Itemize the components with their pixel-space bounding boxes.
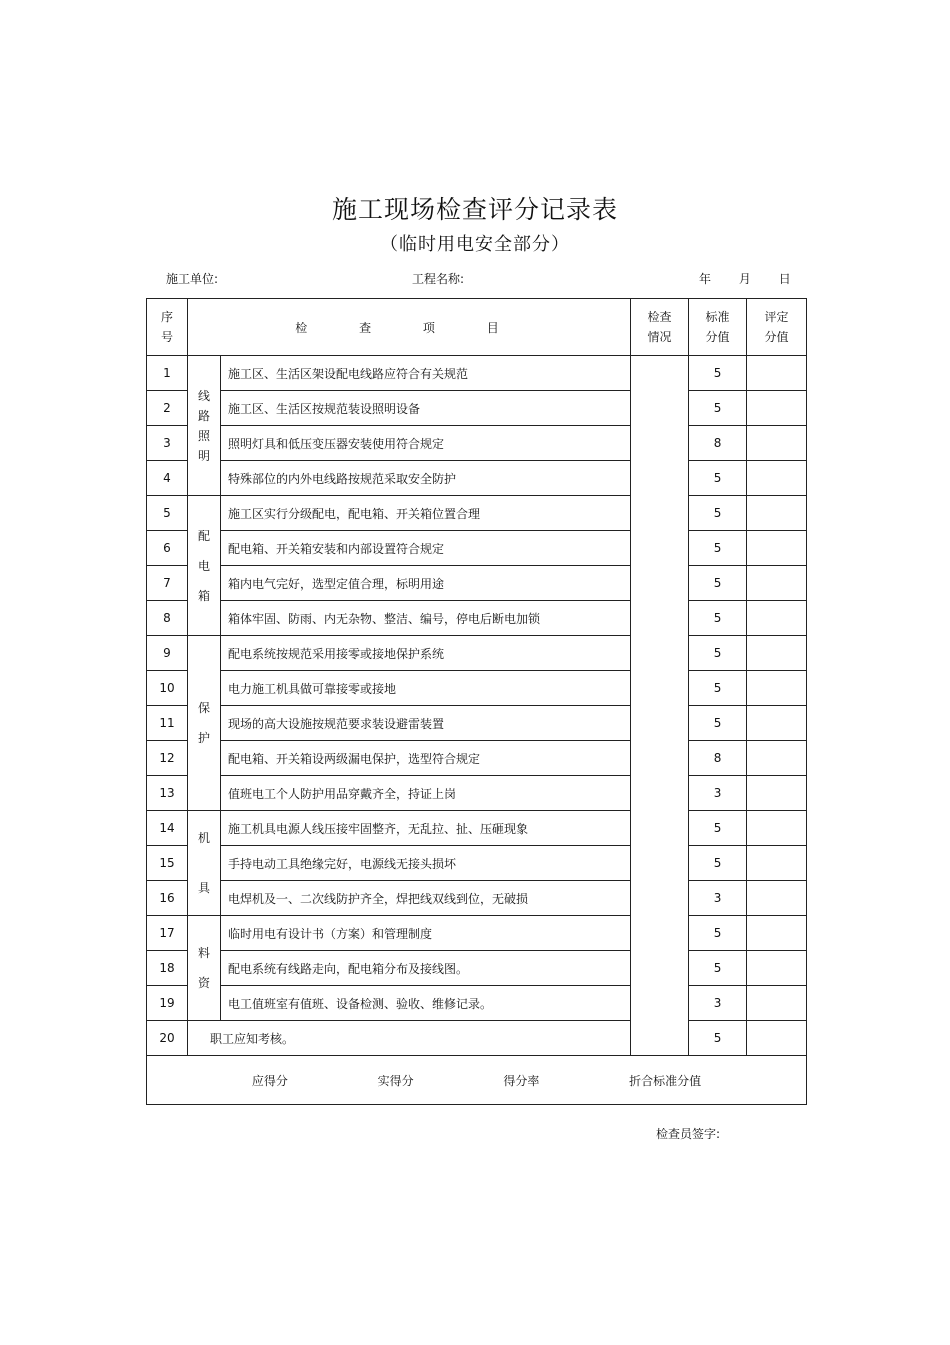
row-standard-score: 5 bbox=[689, 636, 747, 671]
row-no: 9 bbox=[147, 636, 188, 671]
row-item: 施工区实行分级配电，配电箱、开关箱位置合理 bbox=[221, 496, 631, 531]
due-score-label: 应得分 bbox=[251, 1073, 288, 1088]
row-rating-cell[interactable] bbox=[747, 671, 807, 706]
row-no: 16 bbox=[147, 881, 188, 916]
row-rating-cell[interactable] bbox=[747, 566, 807, 601]
table-row bbox=[147, 916, 807, 951]
row-no: 12 bbox=[147, 741, 188, 776]
row-item: 电工值班室有值班、设备检测、验收、维修记录。 bbox=[221, 986, 631, 1021]
actual-score-label: 实得分 bbox=[377, 1073, 414, 1088]
row-standard-score: 5 bbox=[689, 391, 747, 426]
row-standard-score: 5 bbox=[689, 356, 747, 391]
row-item: 配电箱、开关箱设两级漏电保护，选型符合规定 bbox=[221, 741, 631, 776]
page-title: 施工现场检查评分记录表 bbox=[331, 195, 618, 224]
header-rating-score: 评定 分值 bbox=[747, 299, 807, 356]
row-item: 手持电动工具绝缘完好，电源线无接头损坏 bbox=[221, 846, 631, 881]
row-no: 1 bbox=[147, 356, 188, 391]
row-rating-cell[interactable] bbox=[747, 601, 807, 636]
row-rating-cell[interactable] bbox=[747, 951, 807, 986]
table-row bbox=[147, 1021, 807, 1056]
row-standard-score: 5 bbox=[689, 1021, 747, 1056]
project-name-label: 工程名称: bbox=[412, 272, 465, 286]
row-item: 特殊部位的内外电线路按规范采取安全防护 bbox=[221, 461, 631, 496]
row-no: 17 bbox=[147, 916, 188, 951]
row-rating-cell[interactable] bbox=[747, 706, 807, 741]
row-item: 临时用电有设计书（方案）和管理制度 bbox=[221, 916, 631, 951]
row-standard-score: 5 bbox=[689, 846, 747, 881]
row-item: 配电系统有线路走向，配电箱分布及接线图。 bbox=[221, 951, 631, 986]
row-standard-score: 8 bbox=[689, 741, 747, 776]
inspection-score-table bbox=[146, 298, 807, 1105]
header-check: 检查 情况 bbox=[631, 299, 689, 356]
summary-cell bbox=[147, 1056, 807, 1105]
row-standard-score: 5 bbox=[689, 566, 747, 601]
table-row bbox=[147, 601, 807, 636]
row-standard-score: 5 bbox=[689, 811, 747, 846]
row-no: 4 bbox=[147, 461, 188, 496]
table-row bbox=[147, 356, 807, 391]
row-standard-score: 3 bbox=[689, 881, 747, 916]
row-standard-score: 5 bbox=[689, 601, 747, 636]
row-standard-score: 5 bbox=[689, 531, 747, 566]
group-label-machinery: 机 具 bbox=[188, 811, 221, 916]
row-standard-score: 3 bbox=[689, 986, 747, 1021]
row-no: 3 bbox=[147, 426, 188, 461]
row-item: 施工区、生活区架设配电线路应符合有关规范 bbox=[221, 356, 631, 391]
row-rating-cell[interactable] bbox=[747, 531, 807, 566]
row-no: 6 bbox=[147, 531, 188, 566]
table-row bbox=[147, 811, 807, 846]
row-no: 19 bbox=[147, 986, 188, 1021]
group-label-documents: 料 资 bbox=[188, 916, 221, 1021]
inspector-signature-label: 检查员签字: bbox=[656, 1127, 721, 1141]
row-rating-cell[interactable] bbox=[747, 846, 807, 881]
table-row bbox=[147, 706, 807, 741]
row-item: 值班电工个人防护用品穿戴齐全，持证上岗 bbox=[221, 776, 631, 811]
header-standard-score: 标准 分值 bbox=[689, 299, 747, 356]
header-item: 检 查 项 目 bbox=[188, 299, 631, 356]
row-no: 13 bbox=[147, 776, 188, 811]
row-item: 电焊机及一、二次线防护齐全，焊把线双线到位，无破损 bbox=[221, 881, 631, 916]
page-subtitle: （临时用电安全部分） bbox=[380, 234, 570, 255]
row-no: 2 bbox=[147, 391, 188, 426]
table-row bbox=[147, 671, 807, 706]
row-rating-cell[interactable] bbox=[747, 426, 807, 461]
table-row bbox=[147, 846, 807, 881]
table-row bbox=[147, 951, 807, 986]
row-rating-cell[interactable] bbox=[747, 391, 807, 426]
row-standard-score: 5 bbox=[689, 916, 747, 951]
table-row bbox=[147, 531, 807, 566]
row-standard-score: 8 bbox=[689, 426, 747, 461]
row-no: 10 bbox=[147, 671, 188, 706]
row-no: 18 bbox=[147, 951, 188, 986]
table-row bbox=[147, 426, 807, 461]
row-no: 7 bbox=[147, 566, 188, 601]
row-item: 配电系统按规范采用接零或接地保护系统 bbox=[221, 636, 631, 671]
group-label-line-lighting: 线 路 照 明 bbox=[188, 356, 221, 496]
row-standard-score: 5 bbox=[689, 671, 747, 706]
row-rating-cell[interactable] bbox=[747, 916, 807, 951]
table-row bbox=[147, 496, 807, 531]
row-standard-score: 5 bbox=[689, 496, 747, 531]
row-rating-cell[interactable] bbox=[747, 776, 807, 811]
table-header-row bbox=[147, 299, 807, 356]
construction-unit-label: 施工单位: bbox=[166, 272, 219, 286]
month-label: 月 bbox=[738, 272, 751, 286]
year-label: 年 bbox=[699, 272, 712, 286]
row-no: 15 bbox=[147, 846, 188, 881]
row-rating-cell[interactable] bbox=[747, 881, 807, 916]
row-item: 箱内电气完好，选型定值合理，标明用途 bbox=[221, 566, 631, 601]
table-row bbox=[147, 881, 807, 916]
row-no: 5 bbox=[147, 496, 188, 531]
row-item: 现场的高大设施按规范要求装设避雷装置 bbox=[221, 706, 631, 741]
header-seq: 序 号 bbox=[147, 299, 188, 356]
row-item: 配电箱、开关箱安装和内部设置符合规定 bbox=[221, 531, 631, 566]
row-rating-cell[interactable] bbox=[747, 496, 807, 531]
row-rating-cell[interactable] bbox=[747, 741, 807, 776]
score-rate-label: 得分率 bbox=[503, 1073, 540, 1088]
row-rating-cell[interactable] bbox=[747, 636, 807, 671]
row-item: 照明灯具和低压变压器安装使用符合规定 bbox=[221, 426, 631, 461]
row-no: 20 bbox=[147, 1021, 188, 1056]
row-rating-cell[interactable] bbox=[747, 461, 807, 496]
row-standard-score: 3 bbox=[689, 776, 747, 811]
row-no: 8 bbox=[147, 601, 188, 636]
row-rating-cell[interactable] bbox=[747, 356, 807, 391]
day-label: 日 bbox=[778, 272, 791, 286]
row-item: 箱体牢固、防雨、内无杂物、整洁、编号，停电后断电加锁 bbox=[221, 601, 631, 636]
group-label-protection: 保 护 bbox=[188, 636, 221, 811]
row-item: 电力施工机具做可靠接零或接地 bbox=[221, 671, 631, 706]
row-standard-score: 5 bbox=[689, 461, 747, 496]
row-standard-score: 5 bbox=[689, 706, 747, 741]
check-status-cell[interactable] bbox=[631, 356, 689, 1056]
group-label-distribution-box: 配 电 箱 bbox=[188, 496, 221, 636]
table-row bbox=[147, 566, 807, 601]
row-item: 施工区、生活区按规范装设照明设备 bbox=[221, 391, 631, 426]
table-row bbox=[147, 461, 807, 496]
row-item: 职工应知考核。 bbox=[188, 1021, 631, 1056]
table-row bbox=[147, 741, 807, 776]
summary-row bbox=[147, 1056, 807, 1105]
converted-score-label: 折合标准分值 bbox=[629, 1073, 702, 1088]
row-standard-score: 5 bbox=[689, 951, 747, 986]
row-no: 11 bbox=[147, 706, 188, 741]
table-row bbox=[147, 636, 807, 671]
table-row bbox=[147, 391, 807, 426]
row-rating-cell[interactable] bbox=[747, 811, 807, 846]
table-row bbox=[147, 776, 807, 811]
table-row bbox=[147, 986, 807, 1021]
row-rating-cell[interactable] bbox=[747, 1021, 807, 1056]
row-item: 施工机具电源人线压接牢固整齐，无乱拉、扯、压砸现象 bbox=[221, 811, 631, 846]
date-labels bbox=[699, 270, 791, 287]
row-no: 14 bbox=[147, 811, 188, 846]
row-rating-cell[interactable] bbox=[747, 986, 807, 1021]
